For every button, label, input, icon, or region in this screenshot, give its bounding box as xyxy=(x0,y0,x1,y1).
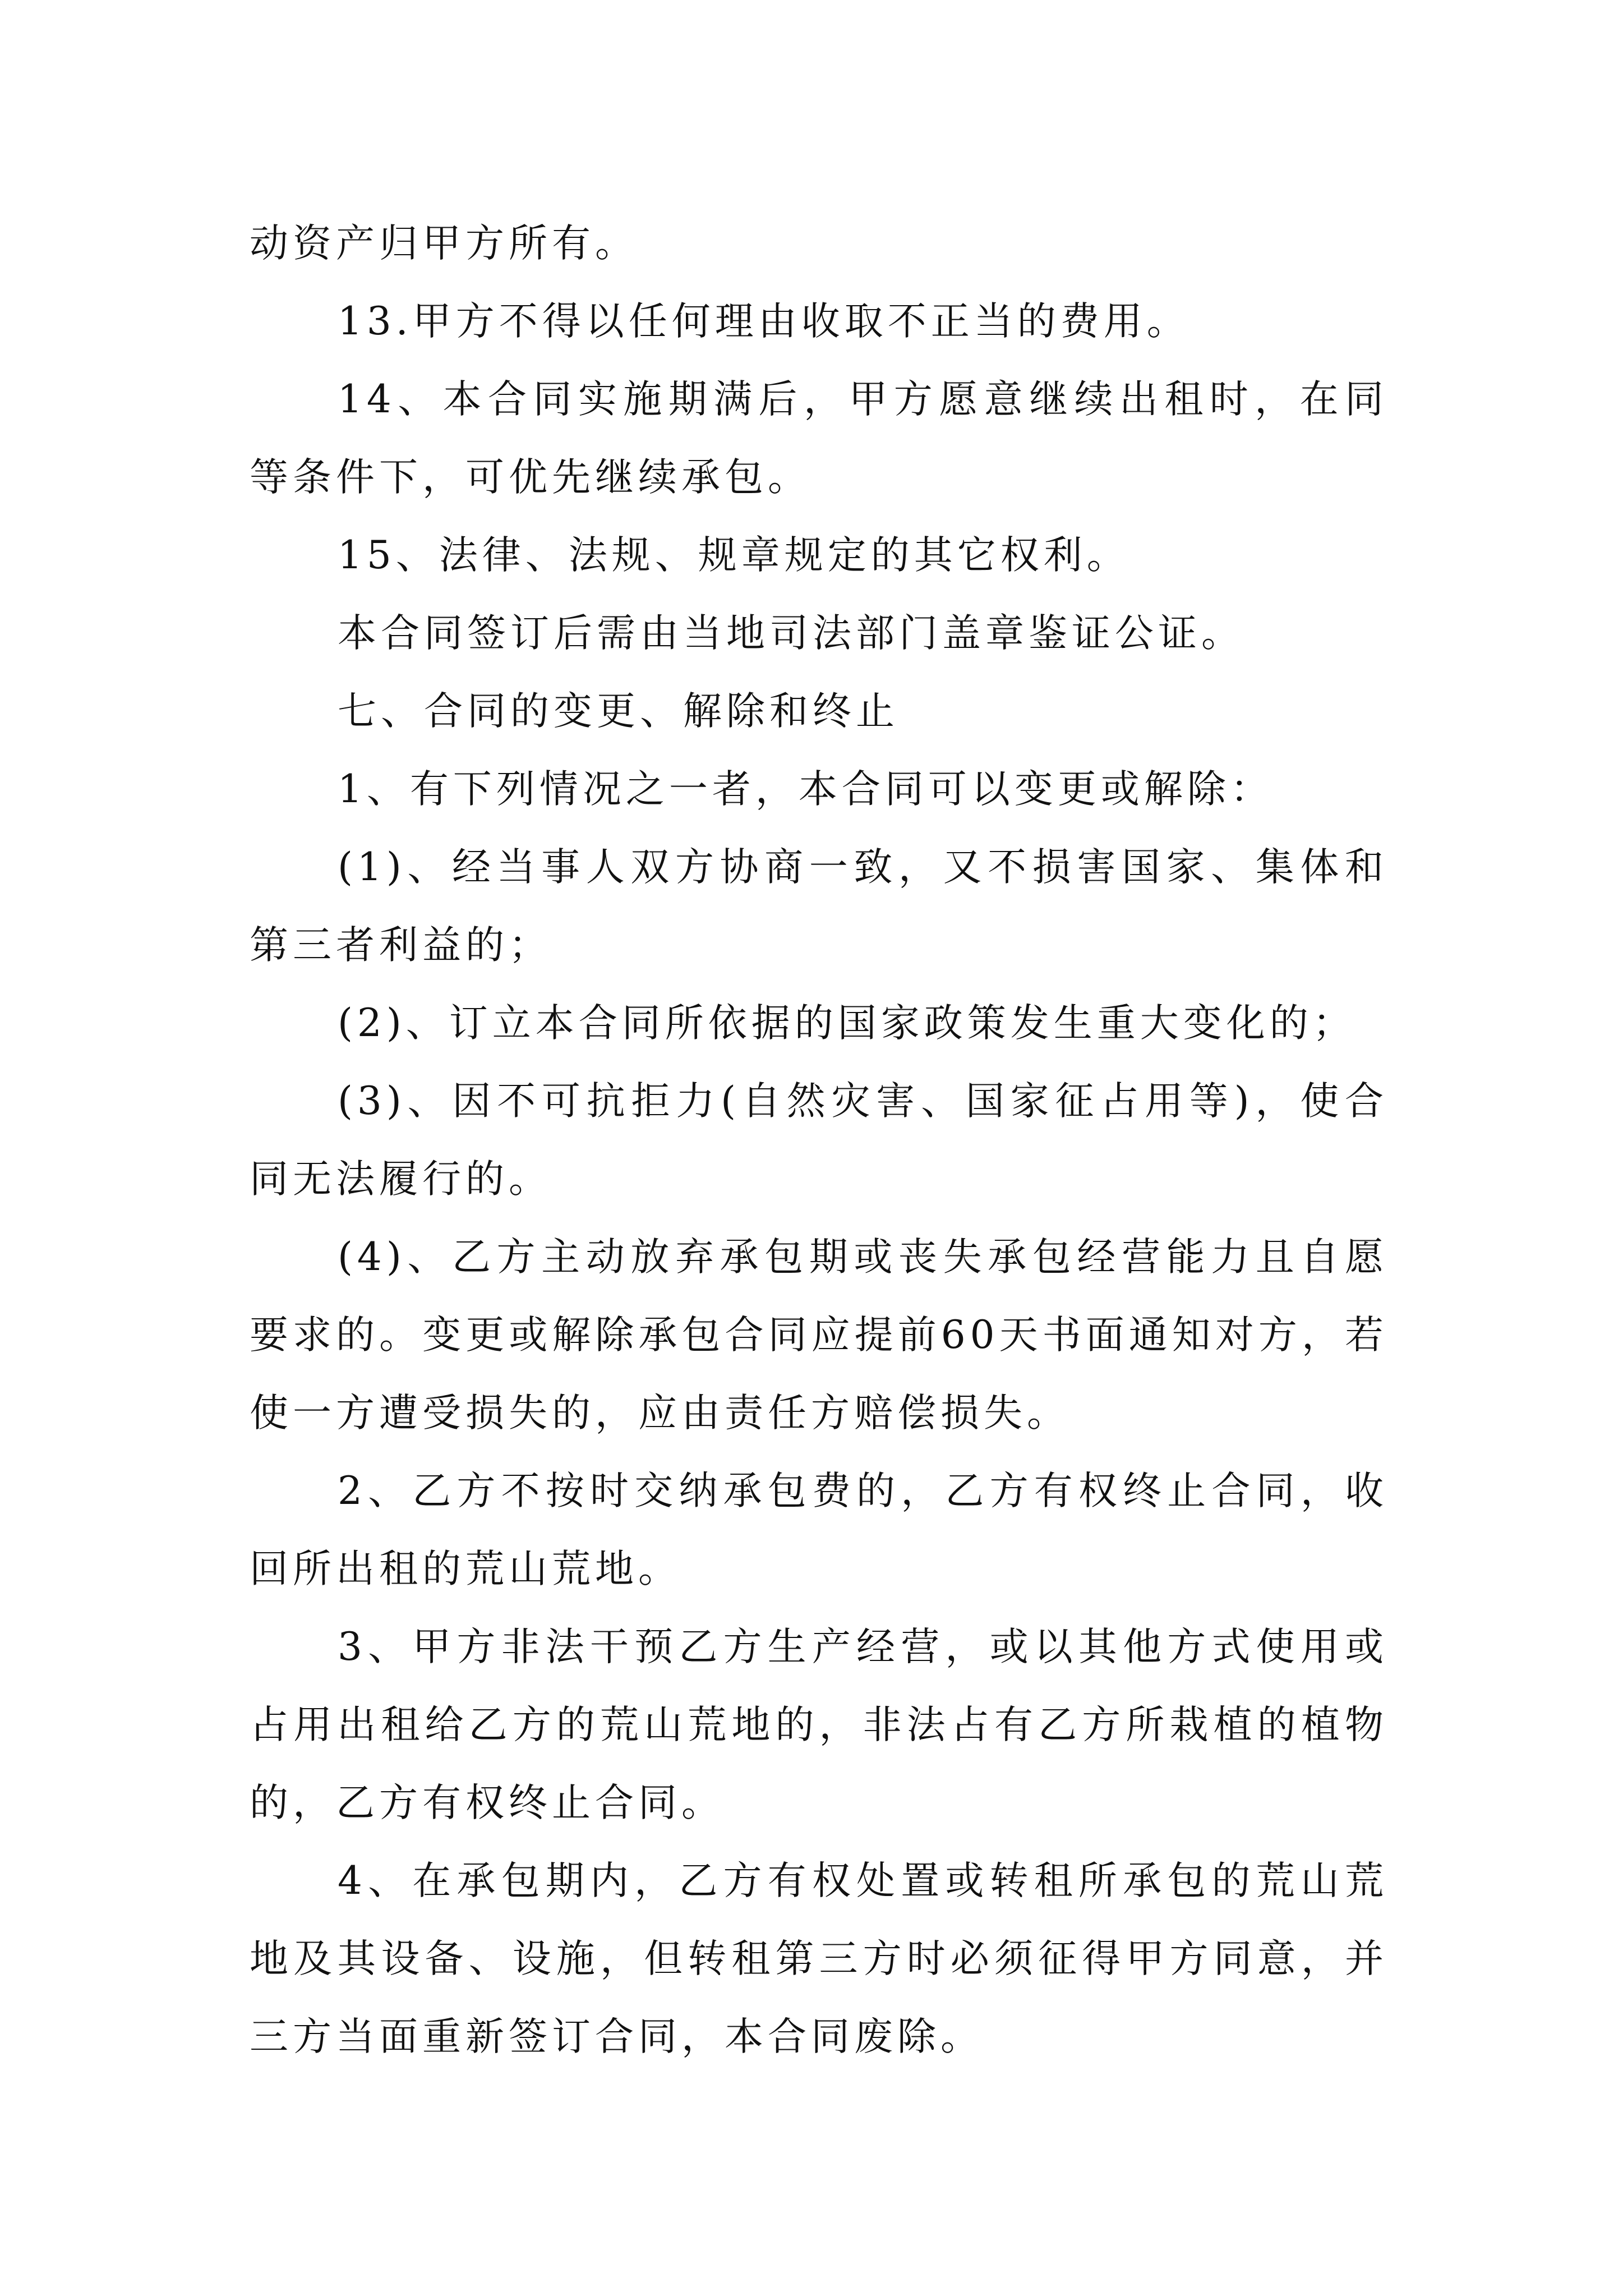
paragraph-change-4: 4、在承包期内，乙方有权处置或转租所承包的荒山荒地及其设备、设施，但转租第三方时必须征得甲方同意，并三方当面重新签订合同，本合同废除。 xyxy=(250,1858,1388,2059)
paragraph-change-2: 2、乙方不按时交纳承包费的，乙方有权终止合同，收回所出租的荒山荒地。 xyxy=(250,1469,1388,1591)
paragraph-item-4: (4)、乙方主动放弃承包期或丧失承包经营能力且自愿要求的。变更或解除承包合同应提前60天书面通知对方，若使一方遭受损失的，应由责任方赔偿损失。 xyxy=(250,1235,1388,1435)
paragraph-clause-13: 13.甲方不得以任何理由收取不正当的费用。 xyxy=(338,299,1190,344)
paragraph-item-3: (3)、因不可抗拒力(自然灾害、国家征占用等)，使合同无法履行的。 xyxy=(250,1079,1388,1202)
document-page xyxy=(250,205,1388,2076)
paragraph-item-2: (2)、订立本合同所依据的国家政策发生重大变化的； xyxy=(338,1001,1356,1046)
section-heading-7: 七、合同的变更、解除和终止 xyxy=(338,689,899,734)
paragraph-clause-14: 14、本合同实施期满后，甲方愿意继续出租时，在同等条件下，可优先继续承包。 xyxy=(250,377,1388,500)
paragraph-notarization: 本合同签订后需由当地司法部门盖章鉴证公证。 xyxy=(338,611,1244,656)
paragraph-change-3: 3、甲方非法干预乙方生产经营，或以其他方式使用或占用出租给乙方的荒山荒地的，非法占有乙方所栽植的植物的，乙方有权终止合同。 xyxy=(250,1625,1388,1825)
paragraph-clause-15: 15、法律、法规、规章规定的其它权利。 xyxy=(338,533,1130,578)
paragraph-item-1: (1)、经当事人双方协商一致，又不损害国家、集体和第三者利益的； xyxy=(250,845,1388,968)
paragraph-asset-ownership: 动资产归甲方所有。 xyxy=(250,221,638,266)
paragraph-change-1: 1、有下列情况之一者，本合同可以变更或解除： xyxy=(338,767,1274,812)
